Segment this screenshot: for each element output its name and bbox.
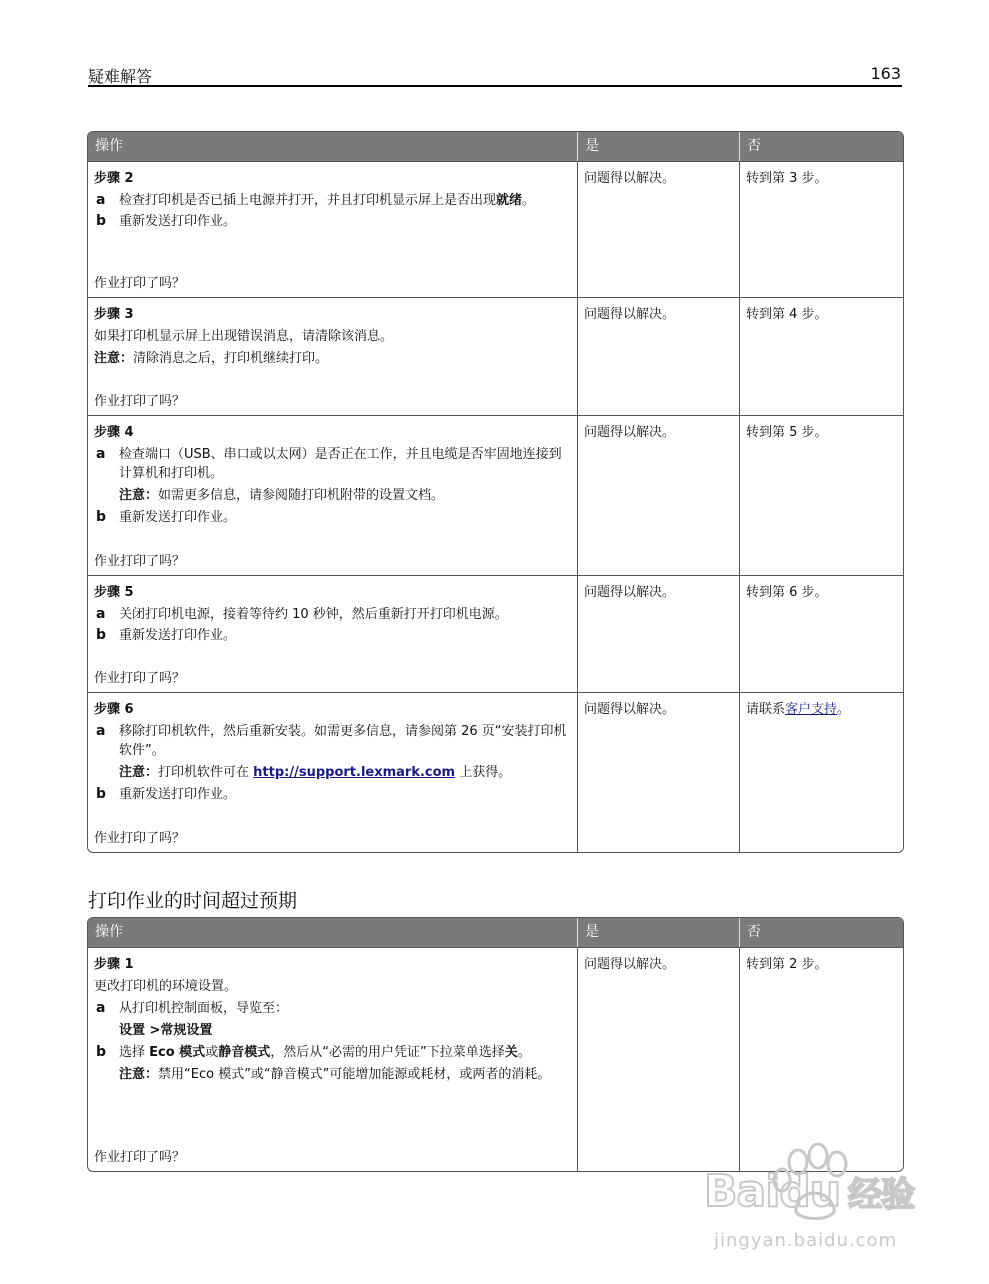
sub-step-letter: b (96, 1044, 107, 1060)
question-text: 作业打印了吗？ (94, 1150, 186, 1165)
yes-cell: 问题得以解决。 (577, 415, 739, 575)
sub-step-letter: a (96, 446, 106, 462)
header-rule (88, 85, 902, 87)
question-text: 作业打印了吗？ (94, 671, 186, 686)
page-number: 163 (870, 64, 901, 83)
sub-step-letter: b (96, 627, 107, 643)
note-text: 注意：禁用“Eco 模式”或“静音模式”可能增加能源或耗材，或两者的消耗。 (119, 1067, 551, 1082)
yes-cell: 问题得以解决。 (577, 692, 739, 852)
customer-support-link[interactable]: 客户支持 (785, 702, 838, 717)
sub-step-text: 从打印机控制面板，导览至： (119, 1001, 289, 1016)
sub-step-text: 重新发送打印作业。 (119, 214, 237, 229)
yes-cell: 问题得以解决。 (577, 575, 739, 692)
note-text: 注意：清除消息之后，打印机继续打印。 (94, 351, 329, 366)
sub-step-text: 检查端口（USB、串口或以太网）是否正在工作，并且电缆是否牢固地连接到计算机和打印机。 (119, 447, 562, 481)
step-label: 步骤 4 (94, 425, 134, 440)
action-cell (88, 161, 577, 297)
table-header-row (88, 918, 903, 947)
sub-step-letter: a (96, 606, 106, 622)
yes-cell: 问题得以解决。 (577, 161, 739, 297)
step-label: 步骤 1 (94, 957, 134, 972)
table-row (88, 575, 903, 692)
instruction-text: 更改打印机的环境设置。 (94, 979, 238, 994)
step-label: 步骤 2 (94, 171, 134, 186)
action-cell (88, 947, 577, 1171)
sub-step-text: 重新发送打印作业。 (119, 787, 237, 802)
column-header-yes: 是 (577, 132, 739, 161)
sub-step (94, 445, 571, 483)
question-text: 作业打印了吗？ (94, 276, 186, 291)
action-cell (88, 575, 577, 692)
note-text: 注意：打印机软件可在 http://support.lexmark.com 上获得。 (119, 765, 512, 780)
table-row (88, 415, 903, 575)
sub-step-letter: a (96, 192, 106, 208)
sub-step (94, 191, 571, 210)
sub-step-letter: a (96, 723, 106, 739)
support-link[interactable]: http://support.lexmark.com (253, 765, 456, 780)
sub-step (94, 1043, 571, 1062)
column-header-yes: 是 (577, 918, 739, 947)
sub-step-letter: b (96, 213, 107, 229)
section-title: 打印作业的时间超过预期 (88, 890, 298, 912)
action-cell (88, 297, 577, 415)
table-header-row (88, 132, 903, 161)
yes-cell: 问题得以解决。 (577, 947, 739, 1171)
sub-step-letter: a (96, 1000, 106, 1016)
column-header-no: 否 (739, 918, 903, 947)
sub-step-letter: b (96, 786, 107, 802)
sub-step-text: 检查打印机是否已插上电源并打开，并且打印机显示屏上是否出现就绪。 (119, 193, 536, 208)
no-cell: 转到第 6 步。 (739, 575, 903, 692)
sub-step-text: 重新发送打印作业。 (119, 510, 237, 525)
running-header-title: 疑难解答 (88, 67, 153, 86)
watermark-brand: Baidu 经验 (704, 1166, 915, 1217)
table-row (88, 692, 903, 852)
no-cell: 转到第 2 步。 (739, 947, 903, 1171)
sub-step (94, 605, 571, 624)
step-label: 步骤 6 (94, 702, 134, 717)
sub-step (94, 626, 571, 645)
yes-cell: 问题得以解决。 (577, 297, 739, 415)
column-header-action: 操作 (88, 918, 577, 947)
column-header-no: 否 (739, 132, 903, 161)
action-cell (88, 415, 577, 575)
note-text: 注意：如需更多信息，请参阅随打印机附带的设置文档。 (119, 488, 445, 503)
sub-step (94, 785, 571, 804)
sub-step (94, 212, 571, 231)
watermark-url: jingyan.baidu.com (714, 1230, 898, 1251)
action-cell (88, 692, 577, 852)
no-cell: 转到第 3 步。 (739, 161, 903, 297)
sub-step-text: 关闭打印机电源，接着等待约 10 秒钟，然后重新打开打印机电源。 (119, 607, 508, 622)
no-cell: 转到第 5 步。 (739, 415, 903, 575)
question-text: 作业打印了吗？ (94, 394, 186, 409)
table-row (88, 161, 903, 297)
sub-step-text: 移除打印机软件，然后重新安装。如需更多信息，请参阅第 26 页“安装打印机软件”。 (119, 724, 567, 758)
no-cell: 转到第 4 步。 (739, 297, 903, 415)
menu-path: 设置 >常规设置 (119, 1023, 213, 1038)
sub-step (94, 999, 571, 1018)
sub-step (94, 508, 571, 527)
question-text: 作业打印了吗？ (94, 831, 186, 846)
sub-step (94, 722, 571, 760)
sub-step-letter: b (96, 509, 107, 525)
no-cell: 请联系客户支持。 (739, 692, 903, 852)
troubleshooting-table (87, 131, 904, 853)
question-text: 作业打印了吗？ (94, 554, 186, 569)
instruction-text: 如果打印机显示屏上出现错误消息，请清除该消息。 (94, 329, 394, 344)
step-label: 步骤 3 (94, 307, 134, 322)
table-row (88, 297, 903, 415)
column-header-action: 操作 (88, 132, 577, 161)
step-label: 步骤 5 (94, 585, 134, 600)
baidu-jingyan-watermark (700, 1130, 940, 1280)
sub-step-text: 重新发送打印作业。 (119, 628, 237, 643)
sub-step-text: 选择 Eco 模式或静音模式，然后从“必需的用户凭证”下拉菜单选择关。 (119, 1045, 531, 1060)
